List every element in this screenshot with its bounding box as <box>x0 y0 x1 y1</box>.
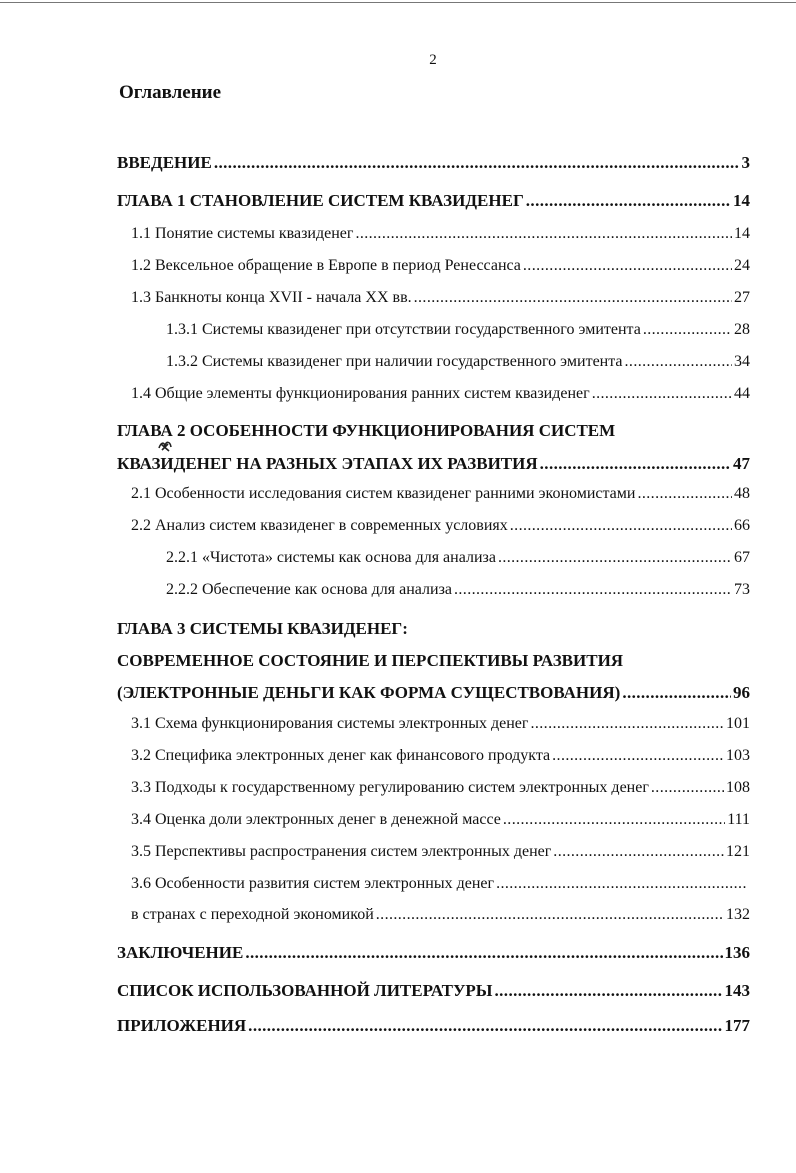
dot-leader <box>214 153 740 173</box>
toc-entry-section-3-5[interactable] <box>131 843 750 861</box>
toc-entry-section-1-3-2[interactable] <box>166 353 750 371</box>
dot-leader <box>651 779 724 797</box>
toc-entry-section-1-1[interactable] <box>131 225 750 243</box>
toc-entry-title: 1.1 Понятие системы квазиденег <box>131 225 354 242</box>
toc-entry-title: 3.6 Особенности развития систем электронных денег <box>131 875 495 892</box>
toc-entry-title: (ЭЛЕКТРОННЫЕ ДЕНЬГИ КАК ФОРМА СУЩЕСТВОВАНИЯ) <box>117 683 621 702</box>
dot-leader <box>526 191 731 211</box>
toc-entry-section-1-4[interactable] <box>131 385 750 403</box>
toc-entry-chapter-2-line-1[interactable]: ГЛАВА 2 ОСОБЕННОСТИ ФУНКЦИОНИРОВАНИЯ СИСТЕМ <box>117 421 616 440</box>
dot-leader <box>552 747 724 765</box>
toc-entry-page: 66 <box>734 517 750 534</box>
toc-entry-title: ГЛАВА 1 СТАНОВЛЕНИЕ СИСТЕМ КВАЗИДЕНЕГ <box>117 191 524 210</box>
dot-leader <box>495 981 723 1001</box>
toc-entry-page: 101 <box>726 715 750 732</box>
toc-entry-section-1-3-1[interactable] <box>166 321 750 339</box>
toc-entry-page: 121 <box>726 843 750 860</box>
toc-entry-conclusion[interactable] <box>117 943 750 963</box>
toc-entry-title: 1.2 Вексельное обращение в Европе в период Ренессанса <box>131 257 521 274</box>
toc-entry-chapter-1[interactable] <box>117 191 750 211</box>
toc-entry-title: 2.2.1 «Чистота» системы как основа для анализа <box>166 549 496 566</box>
toc-entry-page: 136 <box>724 943 750 962</box>
toc-entry-appendices[interactable] <box>117 1016 750 1036</box>
toc-entry-introduction[interactable] <box>117 153 750 173</box>
toc-entry-section-3-1[interactable] <box>131 715 750 733</box>
toc-entry-page: 73 <box>734 581 750 598</box>
toc-entry-page: 111 <box>727 811 750 828</box>
toc-entry-section-1-3[interactable] <box>131 289 750 307</box>
toc-entry-section-2-2-2[interactable] <box>166 581 750 599</box>
toc-entry-page: 3 <box>741 153 750 172</box>
dot-leader <box>498 549 732 567</box>
toc-entry-page: 28 <box>734 321 750 338</box>
dot-leader <box>625 353 732 371</box>
toc-entry-page: 108 <box>726 779 750 796</box>
toc-entry-page: 67 <box>734 549 750 566</box>
dot-leader <box>245 943 722 963</box>
toc-entry-title: 1.4 Общие элементы функционирования ранних систем квазиденег <box>131 385 590 402</box>
toc-entry-page: 14 <box>733 191 750 210</box>
toc-entry-page: 27 <box>734 289 750 306</box>
toc-entry-section-3-3[interactable] <box>131 779 750 797</box>
toc-entry-page: 24 <box>734 257 750 274</box>
toc-entry-title: ПРИЛОЖЕНИЯ <box>117 1016 247 1035</box>
toc-entry-section-2-2-1[interactable] <box>166 549 750 567</box>
toc-entry-title: 1.3.2 Системы квазиденег при наличии государственного эмитента <box>166 353 623 370</box>
dot-leader <box>355 225 732 243</box>
toc-entry-references[interactable] <box>117 981 750 1001</box>
dot-leader <box>540 454 731 474</box>
toc-entry-section-2-2[interactable] <box>131 517 750 535</box>
dot-leader <box>523 257 732 275</box>
toc-entry-chapter-2[interactable] <box>117 454 750 474</box>
toc-entry-title: 2.2.2 Обеспечение как основа для анализа <box>166 581 452 598</box>
toc-entry-chapter-3-line-1[interactable]: ГЛАВА 3 СИСТЕМЫ КВАЗИДЕНЕГ: <box>117 619 408 638</box>
dot-leader <box>637 485 732 503</box>
toc-entry-title: КВАЗИДЕНЕГ НА РАЗНЫХ ЭТАПАХ ИХ РАЗВИТИЯ <box>117 454 538 473</box>
toc-entry-title: СПИСОК ИСПОЛЬЗОВАННОЙ ЛИТЕРАТУРЫ <box>117 981 493 1000</box>
toc-entry-page: 143 <box>724 981 750 1000</box>
toc-entry-page: 103 <box>726 747 750 764</box>
page-number: 2 <box>429 52 437 68</box>
toc-entry-section-3-6[interactable] <box>131 906 750 924</box>
toc-entry-section-3-6-line-1[interactable] <box>131 875 748 893</box>
toc-entry-chapter-3-line-2[interactable]: СОВРЕМЕННОЕ СОСТОЯНИЕ И ПЕРСПЕКТИВЫ РАЗВИТИЯ <box>117 651 624 670</box>
dot-leader <box>376 906 724 924</box>
toc-entry-title: 3.3 Подходы к государственному регулированию систем электронных денег <box>131 779 649 796</box>
toc-entry-section-3-4[interactable] <box>131 811 750 829</box>
dot-leader <box>643 321 732 339</box>
dot-leader <box>592 385 732 403</box>
toc-entry-title: 3.1 Схема функционирования системы электронных денег <box>131 715 529 732</box>
dot-leader <box>510 517 732 535</box>
toc-entry-page: 14 <box>734 225 750 242</box>
toc-entry-section-2-1[interactable] <box>131 485 750 503</box>
dot-leader <box>454 581 732 599</box>
toc-entry-title: 3.2 Специфика электронных денег как финансового продукта <box>131 747 551 764</box>
page-title: Оглавление <box>119 82 222 103</box>
toc-entry-title: 1.3 Банкноты конца XVII - начала XX вв. <box>131 289 412 306</box>
dot-leader <box>503 811 725 829</box>
dot-leader <box>622 683 731 703</box>
toc-entry-title: ЗАКЛЮЧЕНИЕ <box>117 943 244 962</box>
dot-leader <box>530 715 724 733</box>
toc-entry-page: 34 <box>734 353 750 370</box>
toc-entry-title: 2.1 Особенности исследования систем квазиденег ранними экономистами <box>131 485 636 502</box>
toc-entry-title: в странах с переходной экономикой <box>131 906 374 923</box>
toc-entry-page: 132 <box>726 906 750 923</box>
dot-leader <box>553 843 724 861</box>
toc-entry-chapter-3[interactable] <box>117 683 750 703</box>
toc-entry-page: 44 <box>734 385 750 402</box>
toc-entry-section-3-2[interactable] <box>131 747 750 765</box>
toc-entry-title: 3.4 Оценка доли электронных денег в денежной массе <box>131 811 501 828</box>
toc-entry-page: 48 <box>734 485 750 502</box>
toc-entry-title: 2.2 Анализ систем квазиденег в современных условиях <box>131 517 508 534</box>
toc-entry-title: 3.5 Перспективы распространения систем электронных денег <box>131 843 552 860</box>
toc-entry-page: 96 <box>733 683 750 702</box>
top-rule <box>0 2 796 3</box>
toc-entry-page: 177 <box>724 1016 750 1035</box>
dot-leader <box>496 875 746 893</box>
dot-leader <box>414 289 732 307</box>
toc-entry-title: 1.3.1 Системы квазиденег при отсутствии государственного эмитента <box>166 321 641 338</box>
stray-ink-mark <box>157 439 173 453</box>
dot-leader <box>248 1016 722 1036</box>
toc-entry-title: ВВЕДЕНИЕ <box>117 153 212 172</box>
toc-entry-page: 47 <box>733 454 750 473</box>
toc-entry-section-1-2[interactable] <box>131 257 750 275</box>
